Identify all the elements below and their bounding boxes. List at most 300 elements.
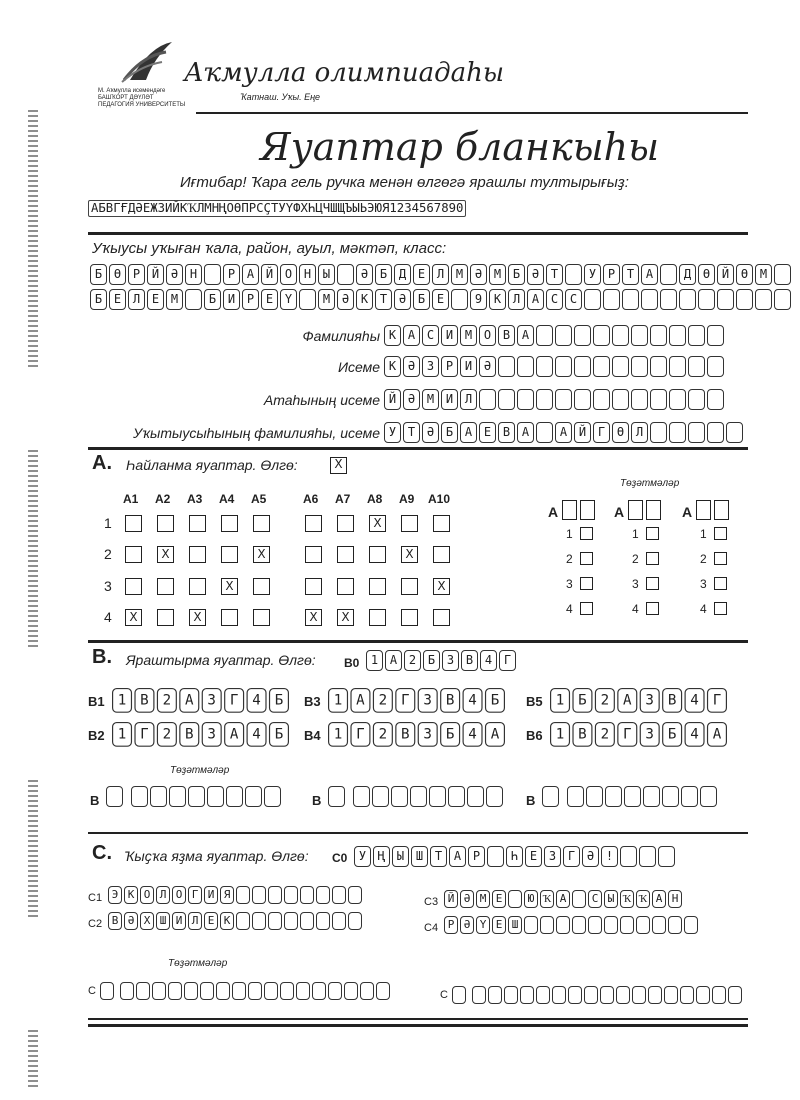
- c-correction-cell[interactable]: [488, 986, 502, 1004]
- c-answer-cell[interactable]: Е: [492, 890, 506, 908]
- school-cell[interactable]: [565, 264, 582, 285]
- field-cell[interactable]: Ө: [612, 422, 629, 443]
- c-answer-cell[interactable]: [348, 912, 362, 930]
- c-correction-cell[interactable]: [712, 986, 726, 1004]
- b-answer-cell[interactable]: 1: [550, 688, 570, 713]
- c-correction-cell[interactable]: [120, 982, 134, 1000]
- field-cell[interactable]: [669, 356, 686, 377]
- field-cell[interactable]: [688, 356, 705, 377]
- school-cell[interactable]: Ү: [280, 289, 297, 310]
- b-correction-cell[interactable]: [106, 786, 123, 807]
- b-answer-cell[interactable]: 2: [595, 722, 615, 747]
- answer-checkbox[interactable]: [305, 578, 322, 595]
- c-answer-cell[interactable]: Ҡ: [540, 890, 554, 908]
- c-answer-cell[interactable]: И: [204, 886, 218, 904]
- field-cell[interactable]: [536, 422, 553, 443]
- c-sample-cell[interactable]: [658, 846, 675, 867]
- answer-checkbox[interactable]: [253, 578, 270, 595]
- school-cell[interactable]: Т: [375, 289, 392, 310]
- field-cell[interactable]: И: [441, 389, 458, 410]
- correction-checkbox[interactable]: [714, 602, 727, 615]
- b-answer-cell[interactable]: А: [350, 688, 370, 713]
- school-cell[interactable]: Л: [508, 289, 525, 310]
- correction-field[interactable]: [696, 500, 711, 520]
- c-answer-cell[interactable]: Ү: [476, 916, 490, 934]
- answer-checkbox[interactable]: [433, 609, 450, 626]
- c-answer-cell[interactable]: Я: [220, 886, 234, 904]
- b-answer-cell[interactable]: А: [617, 688, 637, 713]
- answer-checkbox[interactable]: [125, 546, 142, 563]
- c-correction-cell[interactable]: [184, 982, 198, 1000]
- b-sample-cell[interactable]: 4: [480, 650, 497, 671]
- answer-checkbox[interactable]: [189, 578, 206, 595]
- answer-checkbox[interactable]: [369, 578, 386, 595]
- c-answer-cell[interactable]: Ә: [124, 912, 138, 930]
- field-cell[interactable]: [536, 325, 553, 346]
- answer-checkbox[interactable]: [401, 578, 418, 595]
- school-cell[interactable]: У: [584, 264, 601, 285]
- school-cell[interactable]: [204, 264, 221, 285]
- answer-checkbox[interactable]: [305, 546, 322, 563]
- c-correction-cell[interactable]: [312, 982, 326, 1000]
- b-correction-cell[interactable]: [624, 786, 641, 807]
- c-answer-cell[interactable]: [620, 916, 634, 934]
- answer-checkbox[interactable]: [305, 515, 322, 532]
- school-cell[interactable]: М: [166, 289, 183, 310]
- correction-checkbox[interactable]: [646, 527, 659, 540]
- c-correction-cell[interactable]: [232, 982, 246, 1000]
- c-correction-cell[interactable]: [376, 982, 390, 1000]
- b-correction-cell[interactable]: [226, 786, 243, 807]
- b-answer-cell[interactable]: 1: [328, 688, 348, 713]
- field-cell[interactable]: [631, 356, 648, 377]
- school-cell[interactable]: Б: [375, 264, 392, 285]
- field-cell[interactable]: Л: [460, 389, 477, 410]
- correction-checkbox[interactable]: [714, 527, 727, 540]
- b-answer-cell[interactable]: Г: [617, 722, 637, 747]
- b-correction-cell[interactable]: [586, 786, 603, 807]
- c-answer-cell[interactable]: [268, 886, 282, 904]
- b-answer-cell[interactable]: 3: [640, 722, 660, 747]
- c-correction-cell[interactable]: [152, 982, 166, 1000]
- school-cell[interactable]: Й: [261, 264, 278, 285]
- c-answer-cell[interactable]: А: [652, 890, 666, 908]
- school-cell[interactable]: [736, 289, 753, 310]
- c-correction-cell[interactable]: [568, 986, 582, 1004]
- field-cell[interactable]: Ә: [403, 356, 420, 377]
- c-answer-cell[interactable]: Л: [156, 886, 170, 904]
- c-sample-cell[interactable]: [620, 846, 637, 867]
- field-cell[interactable]: [574, 356, 591, 377]
- b-answer-cell[interactable]: Б: [662, 722, 682, 747]
- correction-field[interactable]: [562, 500, 577, 520]
- c-answer-cell[interactable]: [588, 916, 602, 934]
- c-answer-cell[interactable]: Г: [188, 886, 202, 904]
- school-cell[interactable]: Н: [299, 264, 316, 285]
- field-cell[interactable]: [536, 389, 553, 410]
- b-answer-cell[interactable]: Б: [485, 688, 505, 713]
- field-cell[interactable]: [593, 325, 610, 346]
- c-correction-cell[interactable]: [728, 986, 742, 1004]
- answer-checkbox[interactable]: [401, 515, 418, 532]
- answer-checkbox[interactable]: X: [221, 578, 238, 595]
- correction-checkbox[interactable]: [646, 577, 659, 590]
- school-cell[interactable]: Е: [413, 264, 430, 285]
- field-cell[interactable]: Й: [384, 389, 401, 410]
- field-cell[interactable]: К: [384, 356, 401, 377]
- correction-checkbox[interactable]: [580, 602, 593, 615]
- field-cell[interactable]: М: [460, 325, 477, 346]
- c-answer-cell[interactable]: Ә: [460, 916, 474, 934]
- field-cell[interactable]: Ә: [403, 389, 420, 410]
- school-cell[interactable]: [451, 289, 468, 310]
- correction-checkbox[interactable]: [714, 552, 727, 565]
- answer-checkbox[interactable]: [337, 578, 354, 595]
- b-correction-cell[interactable]: [662, 786, 679, 807]
- b-answer-cell[interactable]: 1: [112, 688, 132, 713]
- field-cell[interactable]: Т: [403, 422, 420, 443]
- b-sample-cell[interactable]: 3: [442, 650, 459, 671]
- c-correction-cell[interactable]: [536, 986, 550, 1004]
- c-answer-cell[interactable]: О: [140, 886, 154, 904]
- field-cell[interactable]: В: [498, 325, 515, 346]
- field-cell[interactable]: [479, 389, 496, 410]
- school-cell[interactable]: [698, 289, 715, 310]
- field-cell[interactable]: [726, 422, 743, 443]
- field-cell[interactable]: [669, 325, 686, 346]
- c-answer-cell[interactable]: Ә: [460, 890, 474, 908]
- school-cell[interactable]: [603, 289, 620, 310]
- b-correction-cell[interactable]: [245, 786, 262, 807]
- school-cell[interactable]: [299, 289, 316, 310]
- answer-checkbox[interactable]: [221, 515, 238, 532]
- answer-checkbox[interactable]: X: [401, 546, 418, 563]
- b-correction-cell[interactable]: [150, 786, 167, 807]
- school-cell[interactable]: [717, 289, 734, 310]
- school-cell[interactable]: [641, 289, 658, 310]
- b-correction-cell[interactable]: [567, 786, 584, 807]
- c-correction-cell[interactable]: [264, 982, 278, 1000]
- school-cell[interactable]: Б: [413, 289, 430, 310]
- answer-checkbox[interactable]: [221, 546, 238, 563]
- school-cell[interactable]: [774, 264, 791, 285]
- b-answer-cell[interactable]: Г: [350, 722, 370, 747]
- school-cell[interactable]: Р: [603, 264, 620, 285]
- school-cell[interactable]: Т: [546, 264, 563, 285]
- answer-checkbox[interactable]: [189, 546, 206, 563]
- b-answer-cell[interactable]: 3: [418, 722, 438, 747]
- b-correction-cell[interactable]: [410, 786, 427, 807]
- c-sample-cell[interactable]: З: [544, 846, 561, 867]
- c-answer-cell[interactable]: К: [124, 886, 138, 904]
- b-answer-cell[interactable]: 1: [550, 722, 570, 747]
- b-answer-cell[interactable]: А: [179, 688, 199, 713]
- c-answer-cell[interactable]: Х: [140, 912, 154, 930]
- b-correction-cell[interactable]: [681, 786, 698, 807]
- b-correction-cell[interactable]: [264, 786, 281, 807]
- c-correction-cell[interactable]: [600, 986, 614, 1004]
- b-sample-cell[interactable]: В: [461, 650, 478, 671]
- answer-checkbox[interactable]: X: [125, 609, 142, 626]
- c-correction-cell[interactable]: [632, 986, 646, 1004]
- school-cell[interactable]: Е: [261, 289, 278, 310]
- c-sample-cell[interactable]: Һ: [506, 846, 523, 867]
- field-cell[interactable]: [612, 325, 629, 346]
- field-cell[interactable]: [669, 389, 686, 410]
- school-cell[interactable]: [679, 289, 696, 310]
- answer-checkbox[interactable]: [157, 515, 174, 532]
- b-sample-cell[interactable]: А: [385, 650, 402, 671]
- c-answer-cell[interactable]: [284, 912, 298, 930]
- c-correction-cell[interactable]: [472, 986, 486, 1004]
- b-answer-cell[interactable]: В: [662, 688, 682, 713]
- correction-checkbox[interactable]: [646, 552, 659, 565]
- c-answer-cell[interactable]: [236, 912, 250, 930]
- b-correction-cell[interactable]: [700, 786, 717, 807]
- b-answer-cell[interactable]: В: [440, 688, 460, 713]
- school-cell[interactable]: [660, 264, 677, 285]
- b-answer-cell[interactable]: 2: [157, 688, 177, 713]
- school-cell[interactable]: О: [280, 264, 297, 285]
- field-cell[interactable]: [707, 325, 724, 346]
- school-cell[interactable]: К: [356, 289, 373, 310]
- field-cell[interactable]: О: [479, 325, 496, 346]
- c-answer-cell[interactable]: А: [556, 890, 570, 908]
- b-answer-cell[interactable]: 4: [247, 722, 267, 747]
- b-correction-cell[interactable]: [207, 786, 224, 807]
- b-answer-cell[interactable]: 4: [463, 722, 483, 747]
- c-answer-cell[interactable]: Р: [444, 916, 458, 934]
- c-correction-cell[interactable]: [248, 982, 262, 1000]
- b-answer-cell[interactable]: А: [707, 722, 727, 747]
- c-answer-cell[interactable]: [300, 886, 314, 904]
- answer-checkbox[interactable]: X: [189, 609, 206, 626]
- school-cell[interactable]: Й: [147, 264, 164, 285]
- school-cell[interactable]: [185, 289, 202, 310]
- c-correction-cell[interactable]: [680, 986, 694, 1004]
- c-answer-cell[interactable]: Ш: [508, 916, 522, 934]
- c-correction-cell[interactable]: [584, 986, 598, 1004]
- field-cell[interactable]: [707, 356, 724, 377]
- c-correction-cell[interactable]: [168, 982, 182, 1000]
- field-cell[interactable]: З: [422, 356, 439, 377]
- b-answer-cell[interactable]: 4: [685, 722, 705, 747]
- school-cell[interactable]: Л: [128, 289, 145, 310]
- school-cell[interactable]: А: [527, 289, 544, 310]
- answer-checkbox[interactable]: [401, 609, 418, 626]
- answer-checkbox[interactable]: [433, 546, 450, 563]
- c-correction-cell[interactable]: [296, 982, 310, 1000]
- c-sample-cell[interactable]: Ң: [373, 846, 390, 867]
- answer-checkbox[interactable]: [433, 515, 450, 532]
- c-answer-cell[interactable]: [636, 916, 650, 934]
- answer-checkbox[interactable]: [369, 546, 386, 563]
- answer-checkbox[interactable]: [369, 609, 386, 626]
- b-sample-cell[interactable]: Г: [499, 650, 516, 671]
- c-correction-cell[interactable]: [360, 982, 374, 1000]
- school-cell[interactable]: Ә: [166, 264, 183, 285]
- b-sample-cell[interactable]: 1: [366, 650, 383, 671]
- c-correction-cell[interactable]: [664, 986, 678, 1004]
- answer-checkbox[interactable]: X: [157, 546, 174, 563]
- b-correction-cell[interactable]: [542, 786, 559, 807]
- c-answer-cell[interactable]: [668, 916, 682, 934]
- school-cell[interactable]: А: [242, 264, 259, 285]
- c-answer-cell[interactable]: [284, 886, 298, 904]
- answer-checkbox[interactable]: X: [253, 546, 270, 563]
- field-cell[interactable]: [650, 422, 667, 443]
- correction-field[interactable]: [714, 500, 729, 520]
- c-answer-cell[interactable]: Ю: [524, 890, 538, 908]
- school-cell[interactable]: Ы: [318, 264, 335, 285]
- field-cell[interactable]: Ә: [422, 422, 439, 443]
- field-cell[interactable]: [593, 356, 610, 377]
- c-sample-cell[interactable]: Т: [430, 846, 447, 867]
- field-cell[interactable]: [631, 325, 648, 346]
- c-correction-cell[interactable]: [344, 982, 358, 1000]
- field-cell[interactable]: Б: [441, 422, 458, 443]
- field-cell[interactable]: И: [441, 325, 458, 346]
- field-cell[interactable]: [555, 325, 572, 346]
- field-cell[interactable]: И: [460, 356, 477, 377]
- field-cell[interactable]: [650, 356, 667, 377]
- school-cell[interactable]: [337, 264, 354, 285]
- school-cell[interactable]: [584, 289, 601, 310]
- b-answer-cell[interactable]: Г: [395, 688, 415, 713]
- field-cell[interactable]: А: [403, 325, 420, 346]
- school-cell[interactable]: [660, 289, 677, 310]
- field-cell[interactable]: [650, 325, 667, 346]
- field-cell[interactable]: Й: [574, 422, 591, 443]
- b-answer-cell[interactable]: 2: [373, 722, 393, 747]
- field-cell[interactable]: А: [555, 422, 572, 443]
- field-cell[interactable]: [555, 356, 572, 377]
- field-cell[interactable]: [612, 356, 629, 377]
- field-cell[interactable]: С: [422, 325, 439, 346]
- school-cell[interactable]: Б: [90, 289, 107, 310]
- c-answer-cell[interactable]: И: [172, 912, 186, 930]
- c-answer-cell[interactable]: Ҡ: [620, 890, 634, 908]
- c-answer-cell[interactable]: [572, 916, 586, 934]
- c-answer-cell[interactable]: Э: [108, 886, 122, 904]
- field-cell[interactable]: [707, 422, 724, 443]
- b-answer-cell[interactable]: 4: [463, 688, 483, 713]
- answer-checkbox[interactable]: X: [369, 515, 386, 532]
- field-cell[interactable]: [688, 422, 705, 443]
- field-cell[interactable]: А: [460, 422, 477, 443]
- field-cell[interactable]: [517, 356, 534, 377]
- c-answer-cell[interactable]: Й: [444, 890, 458, 908]
- b-answer-cell[interactable]: 1: [328, 722, 348, 747]
- field-cell[interactable]: [593, 389, 610, 410]
- field-cell[interactable]: [517, 389, 534, 410]
- b-correction-cell[interactable]: [328, 786, 345, 807]
- answer-checkbox[interactable]: [157, 609, 174, 626]
- field-cell[interactable]: [536, 356, 553, 377]
- c-sample-cell[interactable]: Р: [468, 846, 485, 867]
- b-correction-cell[interactable]: [131, 786, 148, 807]
- field-cell[interactable]: [612, 389, 629, 410]
- c-answer-cell[interactable]: [604, 916, 618, 934]
- correction-checkbox[interactable]: [580, 527, 593, 540]
- b-answer-cell[interactable]: 4: [685, 688, 705, 713]
- school-cell[interactable]: Ө: [736, 264, 753, 285]
- c-answer-cell[interactable]: К: [220, 912, 234, 930]
- school-cell[interactable]: Л: [432, 264, 449, 285]
- school-cell[interactable]: Ә: [394, 289, 411, 310]
- school-cell[interactable]: Б: [204, 289, 221, 310]
- c-answer-cell[interactable]: [684, 916, 698, 934]
- school-cell[interactable]: Н: [185, 264, 202, 285]
- b-correction-cell[interactable]: [605, 786, 622, 807]
- c-answer-cell[interactable]: Л: [188, 912, 202, 930]
- school-cell[interactable]: Р: [128, 264, 145, 285]
- b-correction-cell[interactable]: [448, 786, 465, 807]
- field-cell[interactable]: Ә: [479, 356, 496, 377]
- c-sample-cell[interactable]: [487, 846, 504, 867]
- field-cell[interactable]: А: [517, 422, 534, 443]
- c-answer-cell[interactable]: [300, 912, 314, 930]
- c-answer-cell[interactable]: [540, 916, 554, 934]
- school-cell[interactable]: Е: [432, 289, 449, 310]
- correction-checkbox[interactable]: [714, 577, 727, 590]
- school-cell[interactable]: [774, 289, 791, 310]
- school-cell[interactable]: Д: [394, 264, 411, 285]
- c-answer-cell[interactable]: [652, 916, 666, 934]
- b-correction-cell[interactable]: [391, 786, 408, 807]
- field-cell[interactable]: А: [517, 325, 534, 346]
- c-correction-cell[interactable]: [280, 982, 294, 1000]
- field-cell[interactable]: Е: [479, 422, 496, 443]
- c-sample-cell[interactable]: Е: [525, 846, 542, 867]
- correction-checkbox[interactable]: [646, 602, 659, 615]
- answer-checkbox[interactable]: X: [433, 578, 450, 595]
- b-correction-cell[interactable]: [372, 786, 389, 807]
- b-correction-cell[interactable]: [188, 786, 205, 807]
- field-cell[interactable]: [574, 389, 591, 410]
- answer-checkbox[interactable]: [337, 515, 354, 532]
- c-sample-cell[interactable]: Г: [563, 846, 580, 867]
- b-answer-cell[interactable]: 3: [418, 688, 438, 713]
- field-cell[interactable]: [650, 389, 667, 410]
- b-correction-cell[interactable]: [169, 786, 186, 807]
- c-answer-cell[interactable]: С: [588, 890, 602, 908]
- school-cell[interactable]: Р: [242, 289, 259, 310]
- b-correction-cell[interactable]: [467, 786, 484, 807]
- b-answer-cell[interactable]: 2: [157, 722, 177, 747]
- b-answer-cell[interactable]: В: [572, 722, 592, 747]
- school-cell[interactable]: К: [489, 289, 506, 310]
- c-answer-cell[interactable]: [316, 912, 330, 930]
- answer-checkbox[interactable]: X: [337, 609, 354, 626]
- b-answer-cell[interactable]: Г: [224, 688, 244, 713]
- c-answer-cell[interactable]: [572, 890, 586, 908]
- b-answer-cell[interactable]: 3: [640, 688, 660, 713]
- school-cell[interactable]: Й: [717, 264, 734, 285]
- c-answer-cell[interactable]: [316, 886, 330, 904]
- school-cell[interactable]: Ө: [698, 264, 715, 285]
- school-cell[interactable]: М: [451, 264, 468, 285]
- school-cell[interactable]: Р: [223, 264, 240, 285]
- answer-checkbox[interactable]: [253, 609, 270, 626]
- b-correction-cell[interactable]: [353, 786, 370, 807]
- school-cell[interactable]: М: [489, 264, 506, 285]
- school-cell[interactable]: С: [546, 289, 563, 310]
- field-cell[interactable]: [498, 389, 515, 410]
- c-sample-cell[interactable]: У: [354, 846, 371, 867]
- field-cell[interactable]: Г: [593, 422, 610, 443]
- b-answer-cell[interactable]: В: [179, 722, 199, 747]
